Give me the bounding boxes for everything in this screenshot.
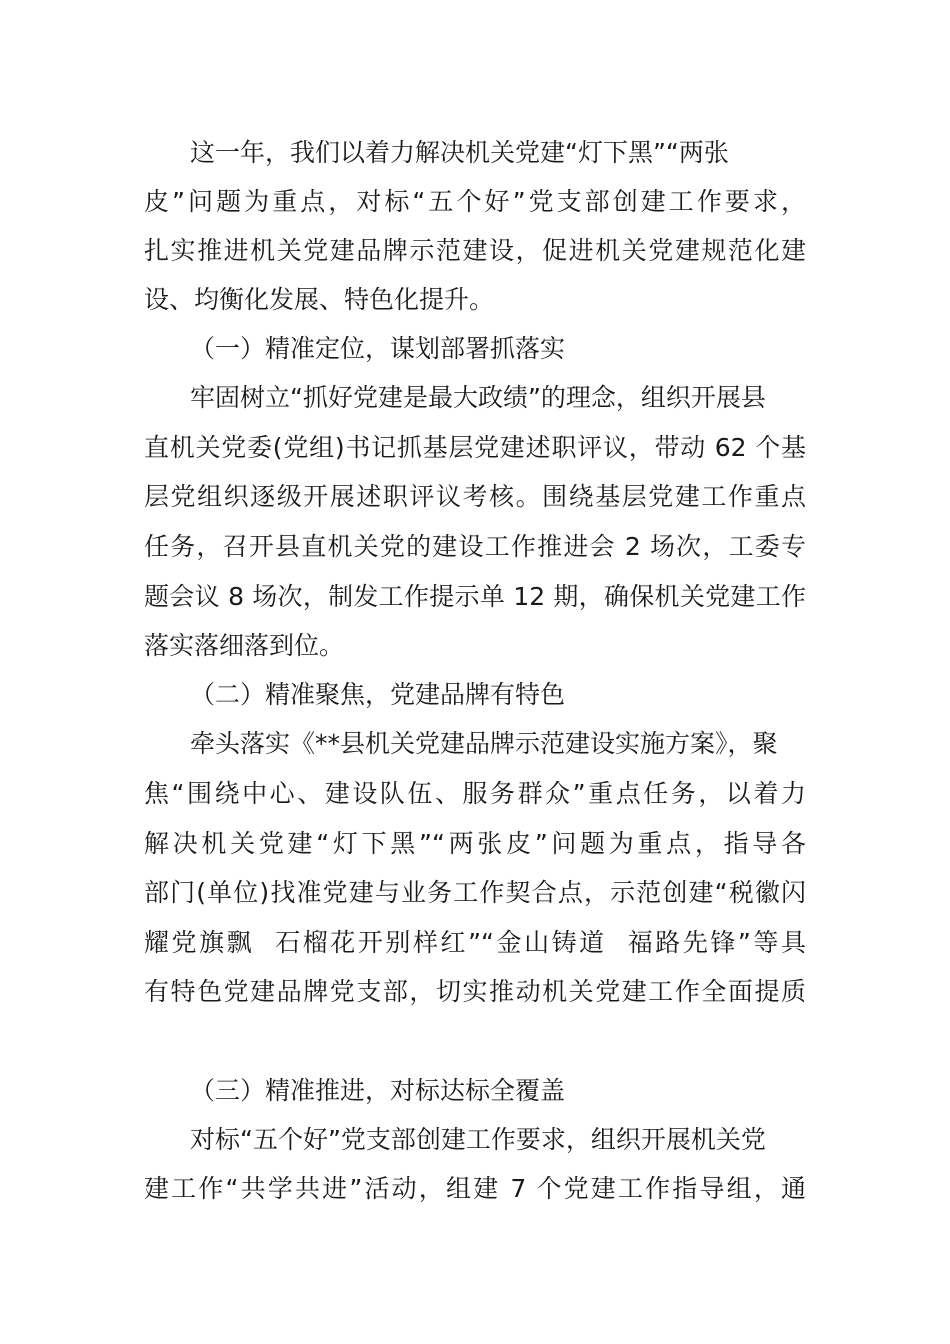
section-1-line-6: 落实落细落到位。 bbox=[144, 631, 345, 660]
section-2-line-2: 焦“围绕中心、建设队伍、服务群众”重点任务，以着力 bbox=[144, 779, 806, 808]
section-2-line-5: 耀党旗飘 石榴花开别样红”“金山铸道 福路先锋”等具 bbox=[144, 928, 806, 957]
section-1-heading: （一）精准定位，谋划部署抓落实 bbox=[190, 334, 566, 363]
section-2-line-1: 牵头落实《**县机关党建品牌示范建设实施方案》，聚 bbox=[190, 729, 778, 758]
section-2-line-6: 有特色党建品牌党支部，切实推动机关党建工作全面提质 bbox=[144, 977, 806, 1006]
section-1-line-2: 直机关党委(党组)书记抓基层党建述职评议，带动 62 个基 bbox=[144, 433, 806, 462]
intro-line-4: 设、均衡化发展、特色化提升。 bbox=[144, 285, 495, 314]
section-2-line-4: 部门(单位)找准党建与业务工作契合点，示范创建“税徽闪 bbox=[144, 878, 806, 907]
section-3-heading: （三）精准推进，对标达标全覆盖 bbox=[190, 1076, 566, 1105]
section-1-line-1: 牢固树立“抓好党建是最大政绩”的理念，组织开展县 bbox=[190, 383, 766, 412]
section-2-heading: （二）精准聚焦，党建品牌有特色 bbox=[190, 680, 566, 709]
section-1-line-5: 题会议 8 场次，制发工作提示单 12 期，确保机关党建工作 bbox=[144, 582, 806, 611]
intro-line-3: 扎实推进机关党建品牌示范建设，促进机关党建规范化建 bbox=[144, 236, 806, 265]
intro-line-1: 这一年，我们以着力解决机关党建“灯下黑”“两张 bbox=[190, 138, 729, 167]
section-3-line-2: 建工作“共学共进”活动，组建 7 个党建工作指导组，通 bbox=[144, 1174, 806, 1203]
section-2-line-3: 解决机关党建“灯下黑”“两张皮”问题为重点，指导各 bbox=[144, 829, 806, 858]
section-1-line-3: 层党组织逐级开展述职评议考核。围绕基层党建工作重点 bbox=[144, 482, 806, 511]
section-3-line-1: 对标“五个好”党支部创建工作要求，组织开展机关党 bbox=[190, 1125, 766, 1154]
intro-line-2: 皮”问题为重点，对标“五个好”党支部创建工作要求， bbox=[144, 187, 806, 216]
section-1-line-4: 任务，召开县直机关党的建设工作推进会 2 场次，工委专 bbox=[144, 532, 806, 561]
